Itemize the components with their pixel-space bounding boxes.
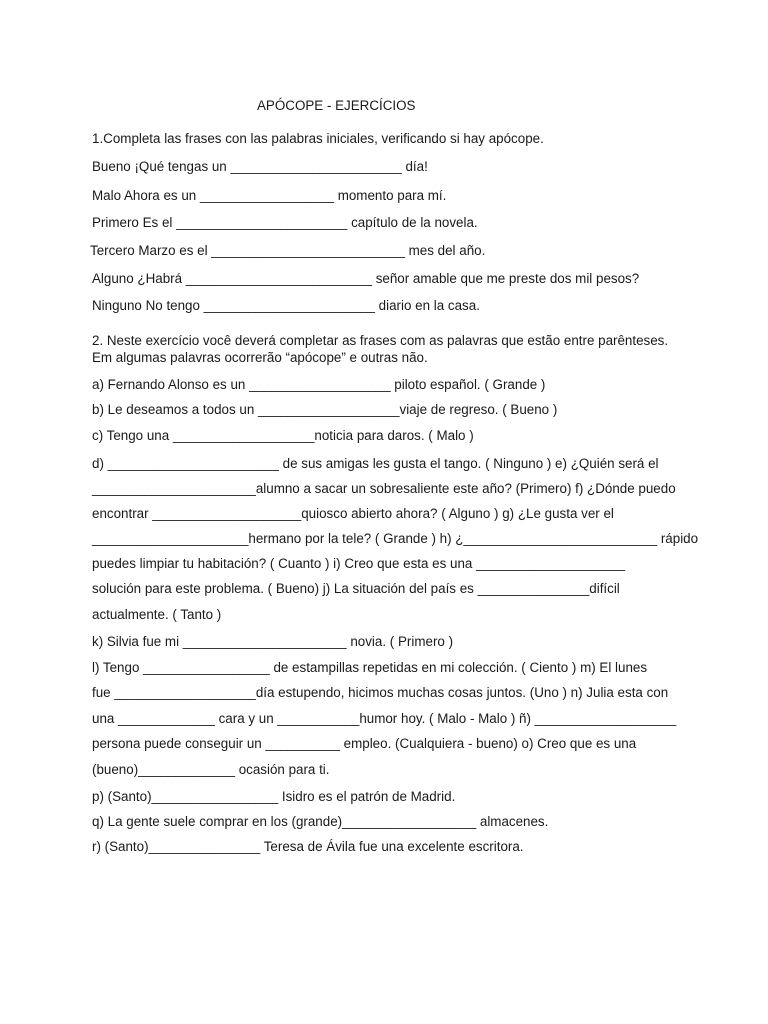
exercise-2-line: p) (Santo)_________________ Isidro es el patrón de Madrid. bbox=[92, 789, 456, 804]
exercise-2-line: d) _______________________ de sus amigas les gusta el tango. ( Ninguno ) e) ¿Quién será el bbox=[92, 456, 659, 471]
exercise-2-line: c) Tengo una ___________________noticia para daros. ( Malo ) bbox=[92, 428, 474, 443]
exercise-2-line: puedes limpiar tu habitación? ( Cuanto ) i) Creo que esta es una ____________________ bbox=[92, 556, 626, 571]
exercise-2-heading: Em algumas palavras ocorrerão “apócope” e outras não. bbox=[92, 350, 428, 365]
exercise-2-line: r) (Santo)_______________ Teresa de Ávila fue una excelente escritora. bbox=[92, 839, 524, 854]
exercise-2-line: solución para este problema. ( Bueno) j) La situación del país es _______________difícil bbox=[92, 581, 620, 596]
exercise-2-line: k) Silvia fue mi ______________________ novia. ( Primero ) bbox=[92, 634, 454, 649]
exercise-2-line: _____________________hermano por la tele? ( Grande ) h) ¿__________________________ rápido bbox=[92, 531, 699, 546]
exercise-2-line: a) Fernando Alonso es un ___________________ piloto español. ( Grande ) bbox=[92, 377, 546, 392]
exercise-1-heading: 1.Completa las frases con las palabras iniciales, verificando si hay apócope. bbox=[92, 131, 544, 146]
exercise-1-line: Ninguno No tengo _______________________ diario en la casa. bbox=[92, 298, 480, 313]
exercise-2-line: una _____________ cara y un ___________humor hoy. ( Malo - Malo ) ñ) ___________________ bbox=[92, 711, 677, 726]
exercise-2-line: l) Tengo _________________ de estampillas repetidas en mi colección. ( Ciento ) m) El lunes bbox=[92, 660, 648, 675]
exercise-2-line: q) La gente suele comprar en los (grande)__________________ almacenes. bbox=[92, 814, 549, 829]
exercise-2-line: fue ___________________día estupendo, hicimos muchas cosas juntos. (Uno ) n) Julia esta con bbox=[92, 685, 669, 700]
exercise-2-line: persona puede conseguir un __________ empleo. (Cualquiera - bueno) o) Creo que es una bbox=[92, 736, 637, 751]
exercise-2-line: b) Le deseamos a todos un ___________________viaje de regreso. ( Bueno ) bbox=[92, 402, 558, 417]
exercise-1-line: Alguno ¿Habrá _________________________ señor amable que me preste dos mil pesos? bbox=[92, 271, 640, 286]
exercise-2-line: encontrar ____________________quiosco abierto ahora? ( Alguno ) g) ¿Le gusta ver el bbox=[92, 506, 614, 521]
exercise-1-line: Bueno ¡Qué tengas un _______________________ día! bbox=[92, 159, 428, 174]
exercise-1-line: Tercero Marzo es el __________________________ mes del año. bbox=[90, 243, 486, 258]
exercise-1-line: Primero Es el _______________________ capítulo de la novela. bbox=[92, 215, 478, 230]
exercise-1-line: Malo Ahora es un __________________ momento para mí. bbox=[92, 188, 447, 203]
exercise-2-line: ______________________alumno a sacar un sobresaliente este año? (Primero) f) ¿Dónde puedo bbox=[92, 481, 676, 496]
exercise-2-line: actualmente. ( Tanto ) bbox=[92, 607, 222, 622]
page-title: APÓCOPE - EJERCÍCIOS bbox=[257, 98, 416, 113]
exercise-2-line: (bueno)_____________ ocasión para ti. bbox=[92, 762, 330, 777]
exercise-2-heading: 2. Neste exercício você deverá completar as frases com as palavras que estão entre parênteses. bbox=[92, 333, 669, 348]
